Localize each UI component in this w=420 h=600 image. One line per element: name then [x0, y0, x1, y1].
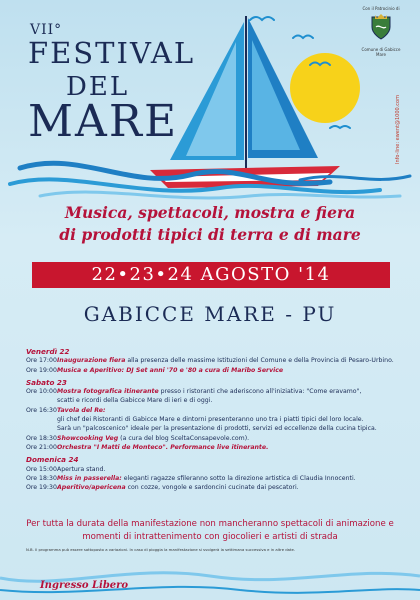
schedule-row: [26, 443, 402, 452]
schedule-description: [57, 406, 402, 434]
schedule-description: [57, 387, 402, 406]
side-info-text: Info-line: ewent@1000.com: [395, 95, 401, 165]
crest-icon: [369, 13, 393, 41]
schedule-description: [57, 434, 402, 443]
closing-line-1: Per tutta la durata della manifestazione non mancheranno spettacoli di animazione e: [26, 519, 394, 529]
patronage-caption: Con il Patrocinio di: [362, 6, 400, 11]
location-title: GABICCE MARE - PU: [83, 302, 337, 326]
schedule-time: Ore 10:00: [26, 388, 57, 396]
side-info-line: [395, 95, 405, 185]
schedule-text: presso i ristoranti che aderiscono all'iniziativa: "Come eravamo",: [158, 388, 362, 396]
schedule-highlight: Orchestra "I Matti de Monteco". Performance live itinerante.: [57, 443, 269, 451]
schedule-text: (a cura del blog SceltaConsapevole.com).: [118, 434, 250, 442]
day-title-saturday: Sabato 23: [26, 377, 67, 387]
schedule-row: [26, 387, 402, 406]
patronage-block: [356, 6, 406, 57]
schedule-row: [26, 356, 402, 365]
schedule-description: [57, 356, 402, 365]
schedule-row: [26, 434, 402, 443]
schedule-time: Ore 18:30: [26, 434, 57, 442]
schedule-time: Ore 16:30: [26, 406, 57, 414]
schedule-time: Ore 21:00: [26, 443, 57, 451]
schedule-description: Apertura stand.: [57, 465, 106, 473]
closing-note: [0, 518, 420, 544]
festival-title-del: DEL: [66, 72, 130, 102]
schedule-time: Ore 19:30: [26, 484, 57, 492]
date-banner: 22•23•24 AGOSTO '14: [32, 262, 390, 288]
schedule-row: [26, 366, 402, 375]
schedule-row: [26, 483, 402, 492]
program-schedule: [26, 347, 402, 492]
schedule-row: [26, 474, 402, 483]
schedule-description: [57, 366, 402, 375]
program-disclaimer: N.B. Il programma può essere sottoposto a variazioni. In caso di pioggia la manifestazione si svolgerà la settimana successiva e in altre date.: [26, 547, 296, 552]
schedule-text-cont: Sarà un "palcoscenico" ideale per la presentazione di prodotti, servizi ed eccellenze della cucina tipica.: [57, 425, 377, 433]
schedule-time: Ore 15:00: [26, 465, 57, 473]
free-entrance-label: Ingresso Libero: [40, 580, 129, 591]
schedule-row: [26, 406, 402, 434]
schedule-row: [26, 465, 402, 474]
schedule-text-cont: scatti e ricordi della Gabicce Mare di ieri e di oggi.: [57, 397, 213, 405]
schedule-description: [57, 443, 402, 452]
municipality-name: Comune di Gabicce Mare: [361, 47, 401, 57]
schedule-highlight: Aperitivo/apericena: [57, 484, 126, 492]
festival-title-mare: MARE: [28, 96, 179, 147]
edition-number: VII°: [30, 22, 63, 38]
schedule-time: Ore 19:00: [26, 366, 57, 374]
schedule-description: [57, 474, 402, 483]
schedule-highlight: Tavola del Re:: [57, 406, 106, 414]
schedule-text-cont: gli chef dei Ristoranti di Gabicce Mare e dintorni presenteranno uno tra i piatti tipici del loro locale.: [57, 416, 364, 424]
schedule-highlight: Inaugurazione fiera: [57, 357, 126, 365]
subtitle-line-2: di prodotti tipici di terra e di mare: [59, 225, 361, 244]
closing-line-2: momenti di intrattenimento con giocolieri e artisti di strada: [82, 532, 338, 542]
schedule-description: [57, 483, 402, 492]
schedule-highlight: Musica e Aperitivo: DJ Set anni '70 e '80 a cura di Maribo Service: [57, 366, 284, 374]
schedule-text: alla presenza delle massime Istituzioni del Comune e della Provincia di Pesaro-Urbino.: [125, 357, 394, 365]
schedule-highlight: Mostra fotografica itinerante: [57, 388, 159, 396]
day-title-friday: Venerdì 22: [26, 347, 70, 356]
subtitle-line-1: Musica, spettacoli, mostra e fiera: [64, 203, 356, 222]
day-title-sunday: Domenica 24: [26, 455, 79, 465]
schedule-text: eleganti ragazze sfileranno sotto la direzione artistica di Claudia Innocenti.: [121, 474, 356, 482]
schedule-time: Ore 18:30: [26, 474, 57, 482]
schedule-time: Ore 17:00: [26, 357, 57, 365]
schedule-text: con cozze, vongole e sardoncini cucinate dai pescatori.: [125, 484, 299, 492]
schedule-highlight: Miss in passerella:: [57, 474, 122, 482]
subtitle: [0, 202, 420, 246]
festival-title: FESTIVAL: [28, 36, 196, 70]
schedule-highlight: Showcooking Veg: [57, 434, 119, 442]
